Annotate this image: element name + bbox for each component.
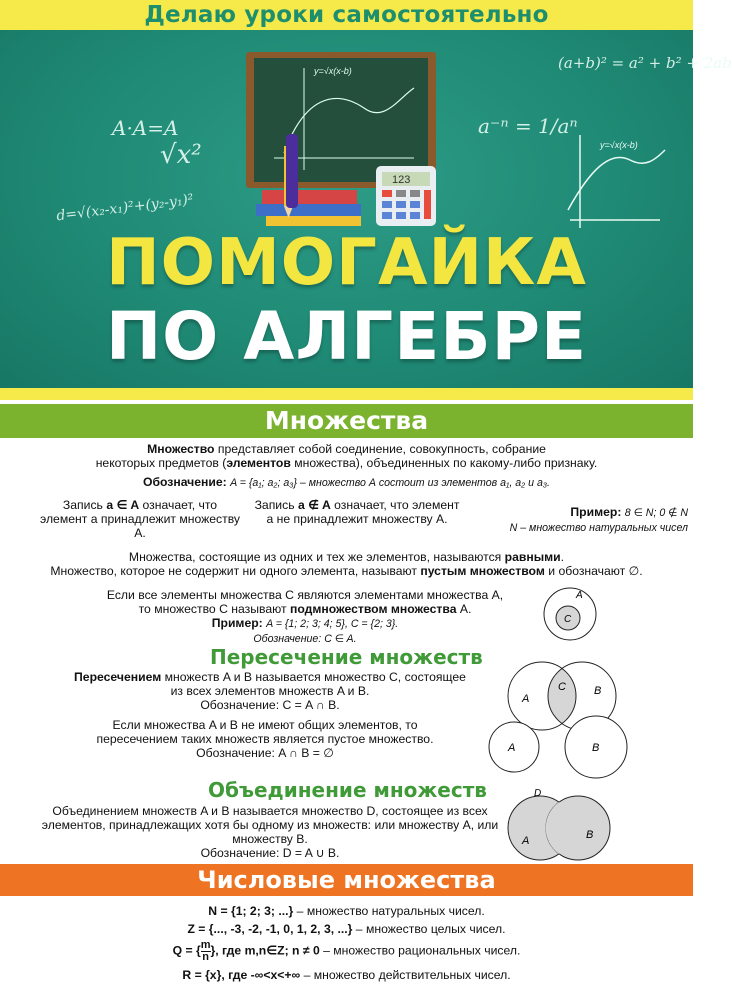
formula-distance: d=√(x₂-x₁)²+(y₂-y₁)² xyxy=(55,191,195,225)
graph-illustration xyxy=(560,130,670,230)
calc-display: 123 xyxy=(392,174,411,186)
inter-label-a: A xyxy=(522,693,530,705)
union-label-b: B xyxy=(586,829,594,841)
numeric-r xyxy=(40,968,653,982)
empty-bold: пустым множеством xyxy=(420,564,545,578)
disjoint-block xyxy=(90,718,440,760)
disjoint-notation: Обозначение: A ∩ B = ∅ xyxy=(196,746,334,760)
q-fraction xyxy=(201,940,211,963)
union-notation: Обозначение: D = A ∪ B. xyxy=(200,846,340,860)
belongs-sym: a ∈ A xyxy=(106,498,140,512)
def-text-1: представляет собой соединение, совокупность, собрание xyxy=(214,442,546,456)
top-title: Делаю уроки самостоятельно xyxy=(144,2,549,28)
sets-definition xyxy=(40,442,653,470)
intersection-bold: Пересечением xyxy=(74,670,162,684)
hero-title-line2: ПО АЛГЕБРЕ xyxy=(105,298,588,375)
q-num: m xyxy=(200,939,211,951)
subset-label-a: A xyxy=(576,590,583,601)
numeric-n xyxy=(40,904,653,918)
q-den: n xyxy=(202,951,210,963)
notbelongs-pre: Запись xyxy=(254,498,298,512)
chalkboard-illustration xyxy=(244,38,454,228)
def-text-2a: некоторых предметов ( xyxy=(95,456,227,470)
q-text: – множество рациональных чисел. xyxy=(319,943,521,958)
notation-text: A = {a₁; a₂; a₃} – множество А состоит из элементов a₁, a₂ и a₃. xyxy=(230,477,550,489)
notbelongs-post: означает, что элемент a не принадлежит множеству A. xyxy=(266,498,460,526)
belongs-post: означает, что элемент a принадлежит множеству A. xyxy=(40,498,241,540)
union-label-d: D xyxy=(534,788,542,799)
disjoint-text: Если множества A и B не имеют общих элементов, то пересечением таких множеств является пустое множество. xyxy=(96,718,434,746)
union-diagram xyxy=(500,786,620,862)
n-text: – множество натуральных чисел. xyxy=(293,904,485,918)
belongs-pre: Запись xyxy=(62,498,107,512)
example-label: Пример: xyxy=(570,505,622,519)
hero-banner xyxy=(0,30,732,396)
equal-text: Множества, состоящие из одних и тех же элементов, называются xyxy=(128,550,505,564)
equal-and-empty: Множества, состоящие из одних и тех же элементов, называются равными. Множество, которое не содержит ни одного элемента, называют пустым множеством и обозначают ∅. xyxy=(50,550,643,578)
board-formula: y=√x(x-b) xyxy=(314,66,352,76)
subset-line2b: А. xyxy=(456,602,472,616)
subset-example: A = {1; 2; 3; 4; 5}, C = {2; 3}. xyxy=(266,618,399,630)
subset-block xyxy=(70,588,540,646)
formula-square: (a+b)² = a² + b² + 2ab xyxy=(558,54,732,72)
graph-formula: y=√x(x-b) xyxy=(600,140,638,150)
union-def-text: Объединением множеств A и B называется множество D, состоящее из всех элементов, принадлежащих хотя бы одному из множеств: или множеству A, или множеству B. xyxy=(41,804,499,846)
subset-example-label: Пример: xyxy=(211,616,263,630)
notation-label: Обозначение: xyxy=(143,475,227,489)
def-bold-2: элементов xyxy=(226,456,291,470)
numeric-q xyxy=(40,940,653,963)
inter-label-c: C xyxy=(558,681,566,693)
subset-line1: Если все элементы множества С являются элементами множества А, xyxy=(106,588,504,602)
r-bold: R = {x}, где -∞<x<+∞ xyxy=(182,968,301,982)
example-block xyxy=(476,505,688,535)
intersection-def-text: множеств A и B называется множество С, состоящее из всех элементов множеств A и B. xyxy=(161,670,466,698)
intersection-def xyxy=(70,670,470,712)
notbelongs-sym: a ∉ A xyxy=(297,498,331,512)
formula-power: a⁻ⁿ = 1/aⁿ xyxy=(478,114,578,138)
subset-line2a: то множество С называют xyxy=(138,602,290,616)
def-bold: Множество xyxy=(147,442,215,456)
n-bold: N = {1; 2; 3; ...} xyxy=(208,904,294,918)
empty-text-a: Множество, которое не содержит ни одного элемента, называют xyxy=(50,564,421,578)
formula-aa: A·A=A xyxy=(112,116,179,140)
disjoint-label-b: B xyxy=(592,742,600,754)
example-note: N – множество натуральных чисел xyxy=(509,522,688,534)
disjoint-label-a: A xyxy=(508,742,516,754)
union-title: Объединение множеств xyxy=(208,778,487,802)
empty-text-b: и обозначают ∅. xyxy=(544,564,643,578)
hero-bottom-strip xyxy=(0,388,693,400)
intersection-notation: Обозначение: С = A ∩ B. xyxy=(200,698,340,712)
subset-bold: подмножеством множества xyxy=(289,602,457,616)
section-bar-sets: Множества xyxy=(0,404,693,438)
example-text: 8 ∈ N; 0 ∉ N xyxy=(624,507,688,519)
subset-label-c: C xyxy=(564,614,572,625)
intersection-title: Пересечение множеств xyxy=(210,645,483,669)
union-def xyxy=(40,804,500,860)
disjoint-diagram xyxy=(486,714,636,780)
subset-diagram xyxy=(540,582,600,642)
notbelongs-block xyxy=(252,498,462,526)
belongs-block xyxy=(40,498,240,540)
formula-sqrt: √x² xyxy=(160,140,202,170)
z-bold: Z = {..., -3, -2, -1, 0, 1, 2, 3, ...} xyxy=(187,922,353,936)
q-bold-b: }, где m,n∈Z; n ≠ 0 xyxy=(210,943,320,958)
subset-notation: Обозначение: C ∈ A. xyxy=(253,633,357,645)
sets-notation xyxy=(40,475,653,490)
z-text: – множество целых чисел. xyxy=(352,922,506,936)
numeric-z xyxy=(40,922,653,936)
r-text: – множество действительных чисел. xyxy=(300,968,511,982)
def-text-2b: множества), объединенных по какому-либо признаку. xyxy=(290,456,598,470)
equal-bold: равными xyxy=(504,550,561,564)
section-bar-numeric: Числовые множества xyxy=(0,864,693,896)
hero-title-line1: ПОМОГАЙКА xyxy=(106,226,587,300)
inter-label-b: B xyxy=(594,685,602,697)
q-bold-a: Q = { xyxy=(172,943,201,958)
union-label-a: A xyxy=(522,835,530,847)
